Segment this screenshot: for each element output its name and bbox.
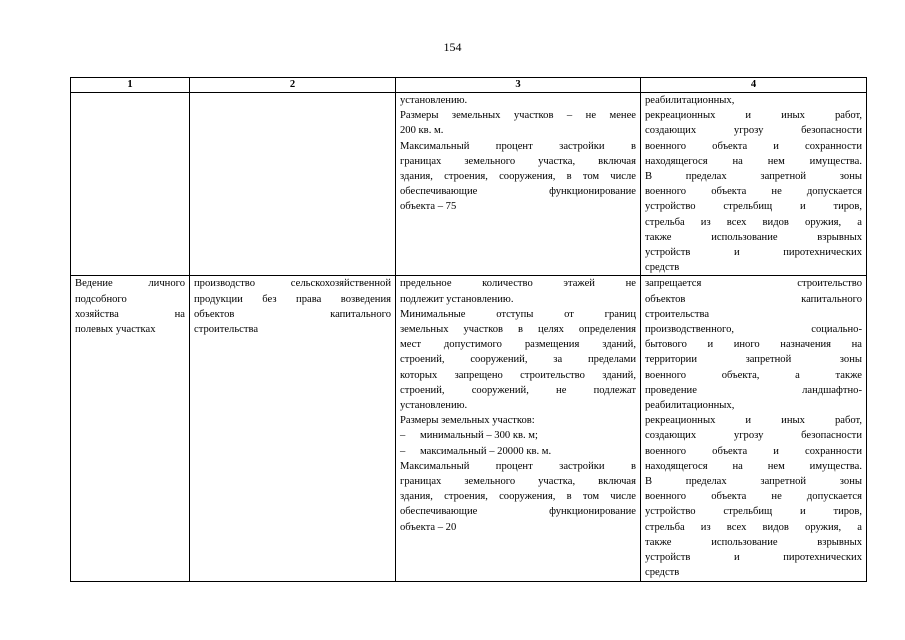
header-col-4: 4 [641, 78, 867, 93]
row1-col4 [641, 93, 867, 276]
text-line: средств [645, 262, 680, 274]
row1-col3 [396, 93, 641, 276]
text-line: 200 кв. м. [400, 125, 444, 137]
text-line: строительства [194, 324, 259, 336]
text-line: рекреационных и иных работ, [645, 415, 862, 427]
text-line: производственного, социально- [645, 324, 862, 336]
text-line: находящегося на нем имущества. [645, 155, 862, 167]
text-line: полевых участках [75, 324, 156, 336]
text-line: предельное количество этажей не [400, 278, 636, 290]
text-line: стрельба из всех видов оружия, а [645, 216, 862, 228]
row2-col1 [71, 276, 190, 581]
header-col-3: 3 [396, 78, 641, 93]
text-line: Размеры земельных участков – не менее [400, 110, 636, 122]
page-number: 154 [443, 40, 462, 54]
row1-col1 [71, 93, 190, 276]
text-line: обеспечивающие функционирование [400, 506, 636, 518]
list-item [400, 444, 636, 459]
text-line: запрещается строительство [645, 278, 862, 290]
text-line: военного объекта и сохранности [645, 445, 862, 457]
row2-col3 [396, 276, 641, 581]
text-line: подсобного [75, 293, 127, 305]
text-line: хозяйства на [75, 308, 185, 320]
text-line: реабилитационных, [645, 400, 735, 412]
text-line: военного объекта и сохранности [645, 140, 862, 152]
text-line: обеспечивающие функционирование [400, 186, 636, 198]
text-line: Максимальный процент застройки в [400, 460, 636, 472]
text-line: В пределах запретной зоны [645, 171, 862, 183]
text-line: границах земельного участка, включая [400, 155, 636, 167]
text-line: мест допустимого размещения зданий, [400, 339, 636, 351]
table-row [71, 276, 867, 581]
text-line: продукции без права возведения [194, 293, 391, 305]
row2-col4 [641, 276, 867, 581]
text-line: здания, строения, сооружения, в том числе [400, 491, 636, 503]
text-line: объекта – 20 [400, 521, 457, 533]
zoning-table [70, 77, 867, 582]
text-line: бытового и иного назначения на [645, 339, 862, 351]
text-line: создающих угрозу безопасности [645, 125, 862, 137]
text-line: устройств и пиротехнических [645, 247, 862, 259]
text-line: которых запрещено строительство зданий, [400, 369, 636, 381]
text-line: подлежит установлению. [400, 293, 514, 305]
text-line: установлению. [400, 400, 468, 412]
text-line: строений, сооружений, за пределами [400, 354, 636, 366]
text-line: устройство стрельбищ и тиров, [645, 201, 862, 213]
text-line: рекреационных и иных работ, [645, 110, 862, 122]
text-line: военного объекта не допускается [645, 186, 862, 198]
text-line: земельных участков в целях определения [400, 324, 636, 336]
text-line: объектов капитального [645, 293, 862, 305]
text-line: границах земельного участка, включая [400, 476, 636, 488]
header-col-2: 2 [190, 78, 396, 93]
text-line: создающих угрозу безопасности [645, 430, 862, 442]
list-item-text: минимальный – 300 кв. м; [420, 430, 538, 442]
text-line: военного объекта не допускается [645, 491, 862, 503]
row2-col2 [190, 276, 396, 581]
text-line: территории запретной зоны [645, 354, 862, 366]
text-line: устройство стрельбищ и тиров, [645, 506, 862, 518]
text-line: объекта – 75 [400, 201, 457, 213]
text-line: реабилитационных, [645, 95, 735, 106]
list-item-text: максимальный – 20000 кв. м. [420, 445, 552, 457]
header-col-1: 1 [71, 78, 190, 93]
text-line: строений, сооружений, не подлежат [400, 384, 636, 396]
text-line: производство сельскохозяйственной [194, 278, 391, 290]
text-line: проведение ландшафтно- [645, 384, 862, 396]
text-line: здания, строения, сооружения, в том числе [400, 171, 636, 183]
text-line: Размеры земельных участков: [400, 415, 535, 427]
list-dash: – [400, 445, 406, 457]
text-line: Ведение личного [75, 278, 185, 290]
text-line: Максимальный процент застройки в [400, 140, 636, 152]
table-row [71, 93, 867, 276]
list-item [400, 428, 636, 443]
text-line: стрельба из всех видов оружия, а [645, 521, 862, 533]
text-line: Минимальные отступы от границ [400, 308, 636, 320]
text-line: В пределах запретной зоны [645, 476, 862, 488]
text-line: средств [645, 567, 680, 579]
text-line: военного объекта, а также [645, 369, 862, 381]
text-line: объектов капитального [194, 308, 391, 320]
text-line: строительства [645, 308, 710, 320]
text-line: устройств и пиротехнических [645, 552, 862, 564]
text-line: также использование взрывных [645, 536, 862, 548]
table-header-row [71, 78, 867, 93]
list-dash: – [400, 430, 406, 442]
text-line: также использование взрывных [645, 231, 862, 243]
text-line: установлению. [400, 95, 468, 106]
row1-col2 [190, 93, 396, 276]
text-line: находящегося на нем имущества. [645, 460, 862, 472]
